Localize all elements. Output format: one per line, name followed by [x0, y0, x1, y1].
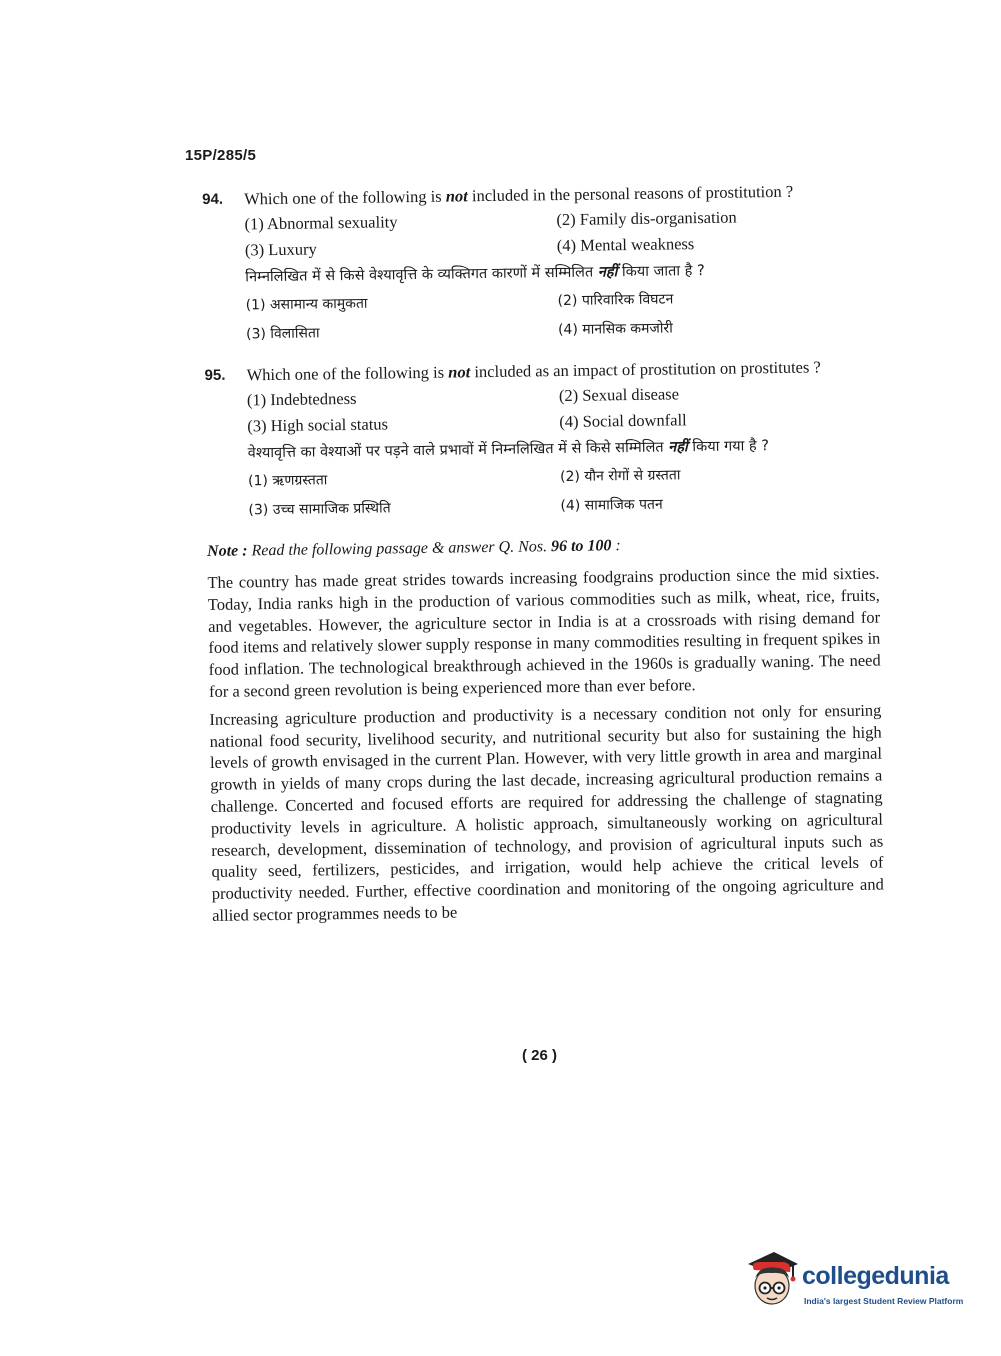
question-text-part: included in the personal reasons of prostitution ? [467, 181, 794, 206]
passage-paragraph-1: The country has made great strides towards increasing foodgrains production since the mid sixties. Today, India ranks high in the production of various commodities such as milk, wheat, rice, fruits, and vegetables. However, the agriculture sector in India is at a crossroads with rising demand for food items and relatively slower supply response in many commodities resulting in frequent spikes in food inflation. The technological breakthrough achieved in the 1960s is gradually waning. The need for a second green revolution is being experienced more than ever before. [207, 563, 881, 701]
option-2-hindi: (2) यौन रोगों से ग्रस्तता [559, 467, 681, 486]
option-1: (1) Indebtedness [246, 388, 357, 410]
note-end: : [611, 537, 621, 555]
passage-paragraph-2: Increasing agriculture production and productivity is a necessary condition not only for ensuring national food security, livelihood security, and nutritional security but also for sustaining the high levels of growth envisaged in the current Plan. However, with very little growth in area and marginal growth in yields of many crops during the last decade, increasing agricultural production remains a challenge. Concerted and focused efforts are required for addressing the challenge of stagnating productivity levels in agriculture. A holistic approach, simultaneously working on agricultural research, development, dissemination of technology, and provision of agricultural inputs such as quality seed, fertilizers, pesticides, and irrigation, would help achieve the critical levels of productivity needed. Further, effective coordination and monitoring of the ongoing agriculture and allied sector programmes needs to be [209, 700, 884, 925]
option-4: (4) Mental weakness [556, 234, 695, 256]
option-3: (3) High social status [247, 414, 389, 436]
note-text: Read the following passage & answer Q. Nos. [251, 538, 552, 560]
option-1: (1) Abnormal sexuality [244, 212, 398, 234]
hindi-emphasis: नहीं [668, 439, 688, 456]
option-3: (3) Luxury [244, 239, 317, 260]
question-emphasis: not [445, 186, 468, 206]
option-1-hindi: (1) ऋणग्रस्तता [247, 472, 328, 490]
option-3-hindi: (3) विलासिता [245, 325, 320, 343]
options-hindi [248, 459, 879, 526]
question-emphasis: not [448, 362, 471, 382]
question-number: 94. [202, 190, 224, 208]
note-range: 96 to 100 [550, 537, 612, 556]
question-text-part: Which one of the following is [244, 186, 446, 209]
option-3-hindi: (3) उच्च सामाजिक प्रस्थिति [248, 500, 391, 519]
option-2: (2) Family dis-organisation [556, 207, 737, 230]
hindi-text-part: निम्नलिखित में से किसे वेश्यावृत्ति के व्यक्तिगत कारणों में सम्मिलित [245, 264, 598, 286]
options-english [247, 379, 878, 440]
paper-code: 15P/285/5 [185, 147, 257, 164]
option-4-hindi: (4) सामाजिक पतन [560, 496, 663, 515]
question-94 [202, 179, 876, 350]
mascot-icon [740, 1248, 802, 1312]
option-2: (2) Sexual disease [558, 384, 680, 406]
question-number: 95. [204, 366, 226, 384]
page-number: ( 26 ) [522, 1047, 558, 1064]
options-hindi [245, 283, 876, 350]
collegedunia-logo [740, 1248, 970, 1320]
passage-note [207, 531, 879, 564]
logo-name: collegedunia [802, 1262, 949, 1290]
option-2-hindi: (2) पारिवारिक विघटन [557, 291, 674, 310]
question-95 [204, 355, 878, 526]
option-1-hindi: (1) असामान्य कामुकता [245, 295, 368, 314]
note-label: Note : [206, 542, 248, 560]
question-content [202, 179, 884, 933]
question-text-part: included as an impact of prostitution on prostitutes ? [470, 357, 821, 382]
hindi-text-part: किया गया है ? [687, 438, 770, 456]
option-4: (4) Social downfall [559, 410, 687, 432]
option-4-hindi: (4) मानसिक कमजोरी [557, 320, 673, 339]
logo-tagline: India's largest Student Review Platform [804, 1296, 964, 1306]
hindi-text-part: किया जाता है ? [617, 262, 705, 281]
hindi-text-part: वेश्यावृत्ति का वेश्याओं पर पड़ने वाले प्रभावों में निम्नलिखित में से किसे सम्मिलित [247, 439, 669, 462]
hindi-emphasis: नहीं [597, 264, 618, 281]
question-text-part: Which one of the following is [246, 362, 449, 385]
options-english [244, 203, 875, 264]
